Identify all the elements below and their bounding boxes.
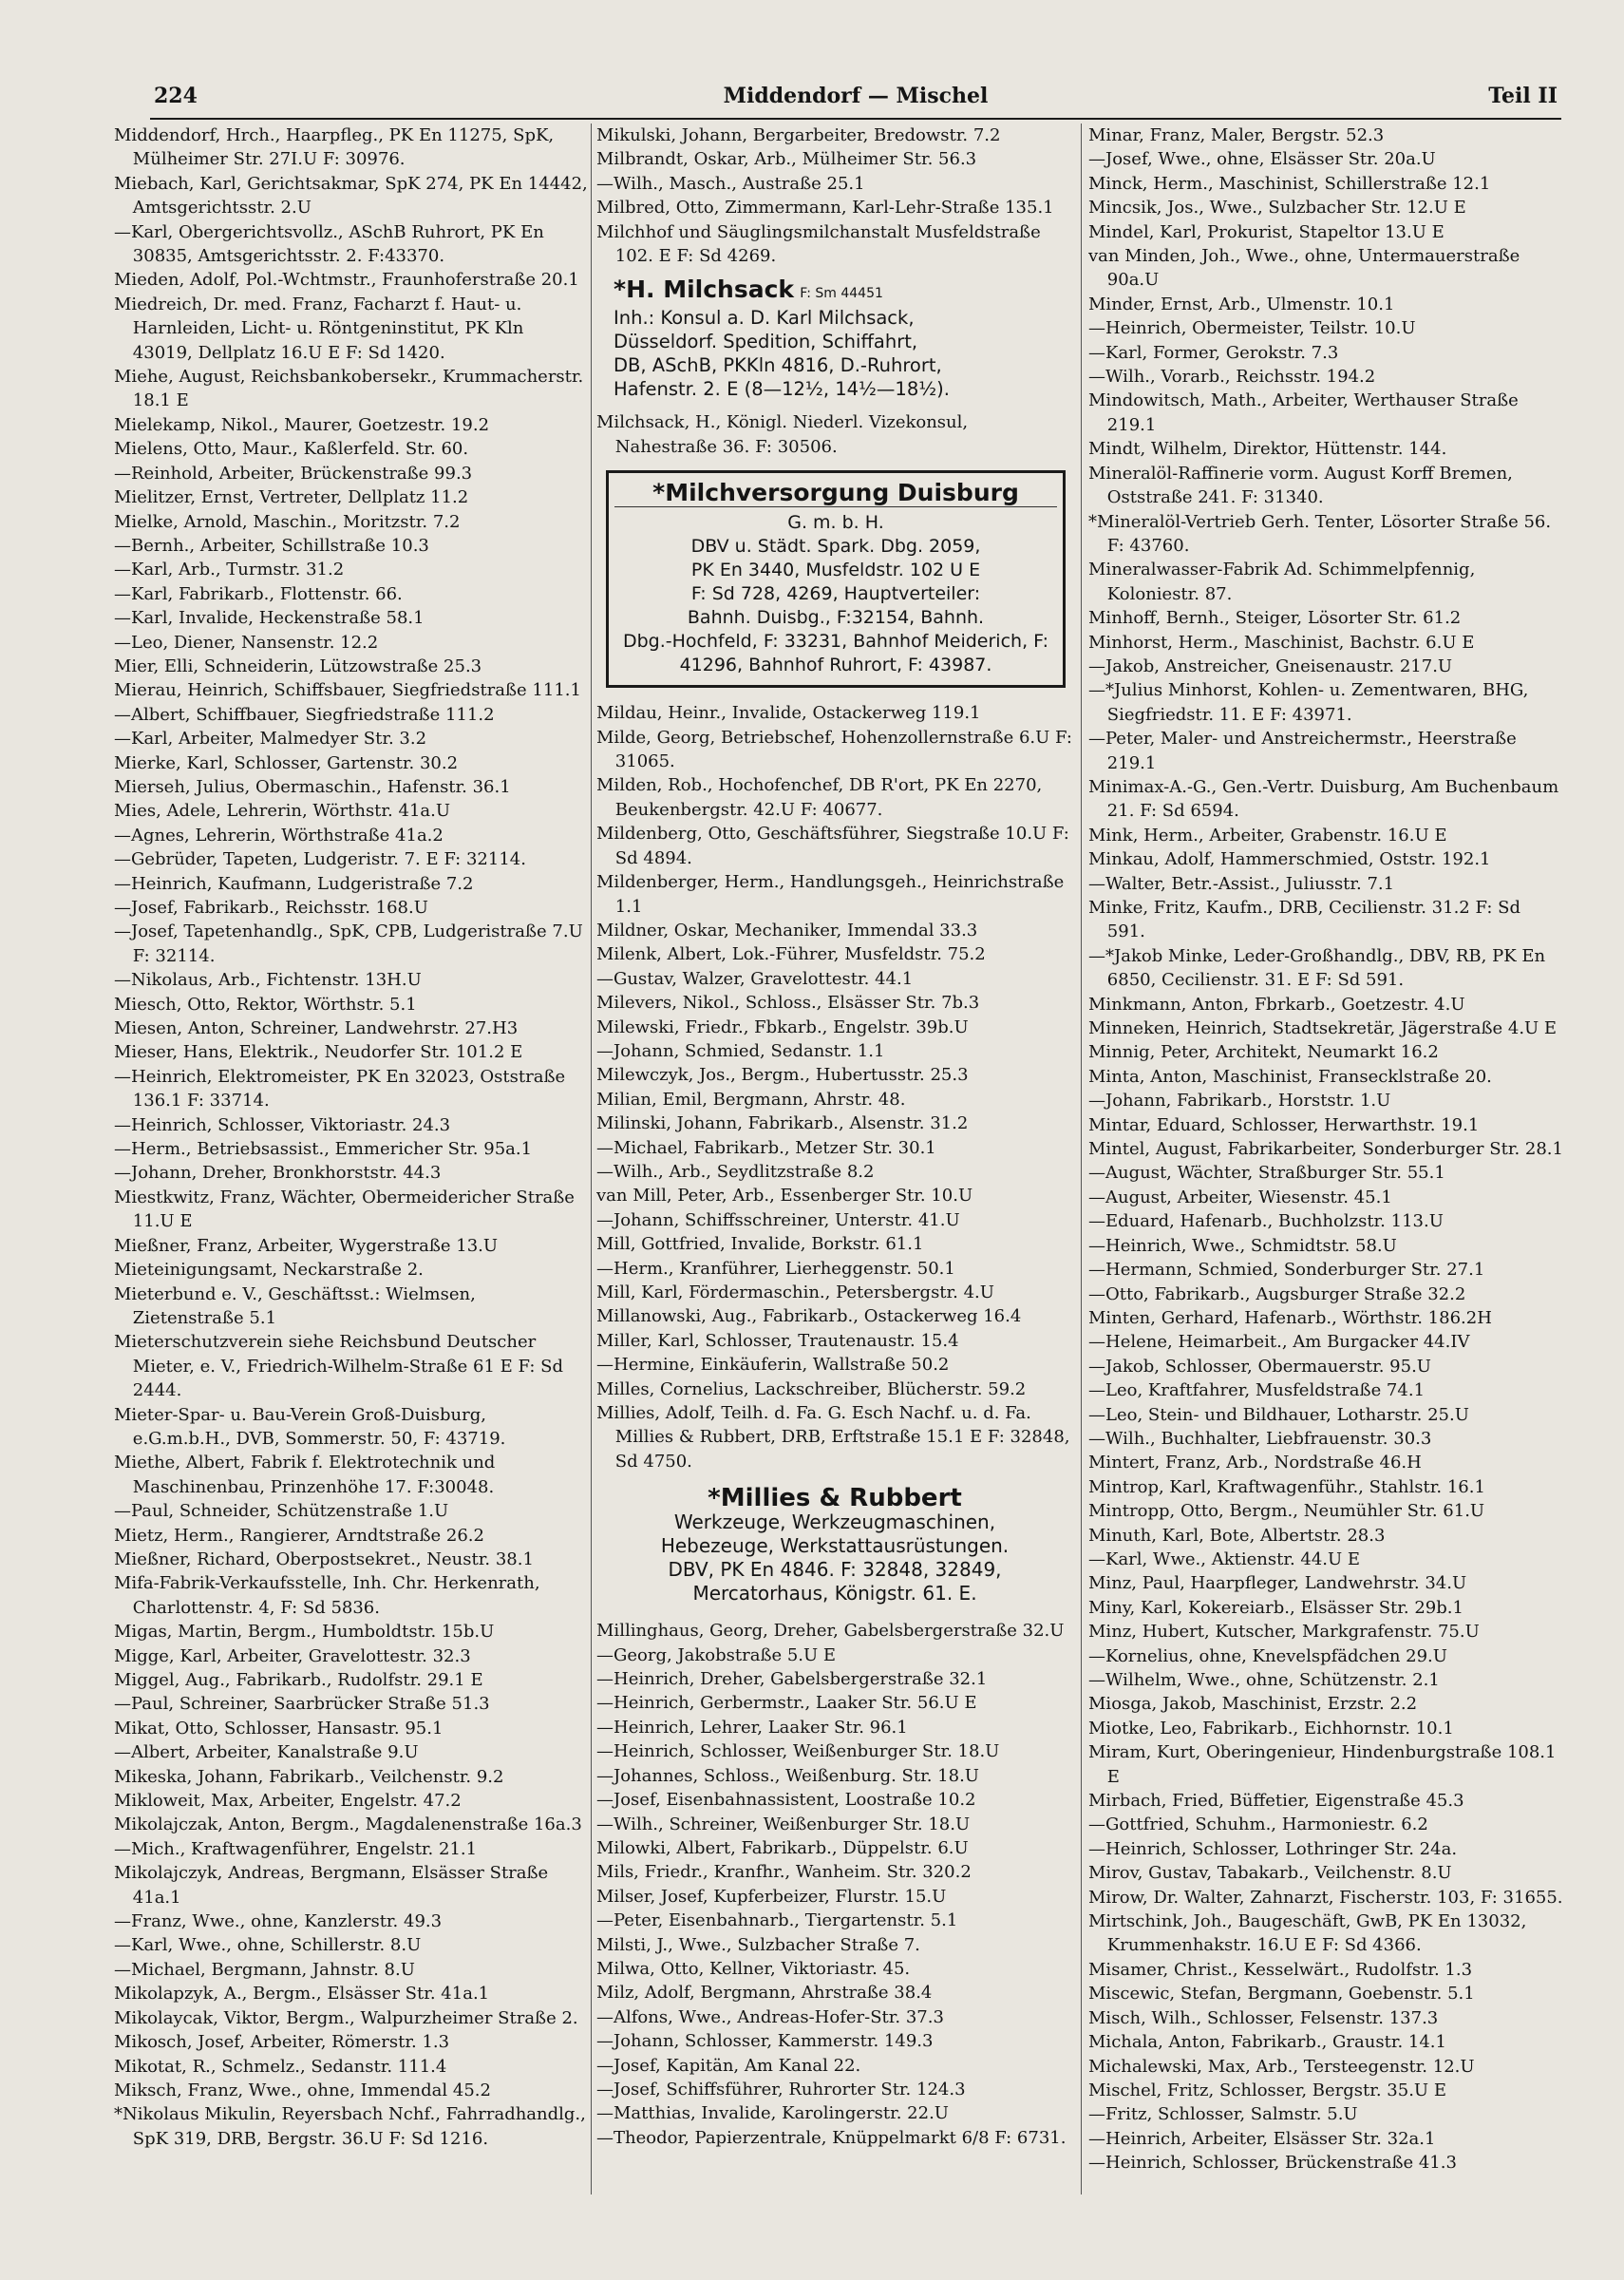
directory-entry: Mikat, Otto, Schlosser, Hansastr. 95.1: [114, 1718, 444, 1738]
directory-entry: Miotke, Leo, Fabrikarb., Eichhornstr. 10.1: [1088, 1718, 1454, 1738]
advert-line: Hebezeuge, Werkstattausrüstungen.: [660, 1534, 1010, 1558]
directory-entry: Mintert, Franz, Arb., Nordstraße 46.H: [1088, 1453, 1422, 1473]
directory-entry: Minneken, Heinrich, Stadtsekretär, Jägerstraße 4.U E: [1088, 1018, 1558, 1039]
directory-entry: Mischel, Fritz, Schlosser, Bergstr. 35.U E: [1088, 2080, 1446, 2100]
directory-entry: —Kornelius, ohne, Knevelspfädchen 29.U: [1088, 1645, 1447, 1666]
advert-millies-rubbert: [596, 1484, 1073, 1606]
directory-entry: Mildenberg, Otto, Geschäftsführer, Siegstraße 10.U F: Sd 4894.: [596, 824, 1069, 868]
column-1: [114, 124, 589, 2252]
directory-entry: Mirbach, Fried, Büffetier, Eigenstraße 45.3: [1088, 1791, 1464, 1812]
directory-entry: Misamer, Christ., Kesselwärt., Rudolfstr. 1.3: [1088, 1959, 1473, 1980]
directory-entry: Millies, Adolf, Teilh. d. Fa. G. Esch Nachf. u. d. Fa. Millies & Rubbert, DRB, Erftstraße 15.1 E F: 32848, Sd 4750.: [596, 1403, 1070, 1472]
directory-entry: Michala, Anton, Fabrikarb., Graustr. 14.1: [1088, 2032, 1446, 2053]
directory-entry: —Leo, Kraftfahrer, Musfeldstraße 74.1: [1088, 1380, 1426, 1401]
directory-entry: —Wilh., Arb., Seydlitzstraße 8.2: [596, 1161, 875, 1182]
directory-entry: —Mich., Kraftwagenführer, Engelstr. 21.1: [114, 1838, 478, 1859]
directory-entry: Minta, Anton, Maschinist, Fransecklstraße 20.: [1088, 1066, 1492, 1087]
directory-entry: Mindel, Karl, Prokurist, Stapeltor 13.U E: [1088, 221, 1445, 242]
directory-entry: Milz, Adolf, Bergmann, Ahrstraße 38.4: [596, 1983, 933, 2004]
directory-entry: —Heinrich, Obermeister, Teilstr. 10.U: [1088, 318, 1416, 339]
directory-entry: Milden, Rob., Hochofenchef, DB R'ort, PK En 2270, Beukenbergstr. 42.U F: 40677.: [596, 775, 1043, 820]
directory-entry: Minck, Herm., Maschinist, Schillerstraße 12.1: [1088, 173, 1491, 194]
directory-entry: —Fritz, Schlosser, Salmstr. 5.U: [1088, 2104, 1358, 2125]
directory-entry: Mieser, Hans, Elektrik., Neudorfer Str. 101.2 E: [114, 1042, 523, 1063]
advert-line: Düsseldorf. Spedition, Schiffahrt,: [614, 331, 918, 353]
directory-entry: Mineralwasser-Fabrik Ad. Schimmelpfennig, Koloniestr. 87.: [1088, 560, 1476, 604]
directory-entry: —Wilh., Buchhalter, Liebfrauenstr. 30.3: [1088, 1428, 1432, 1449]
directory-entry: Miesch, Otto, Rektor, Wörthstr. 5.1: [114, 994, 417, 1015]
directory-entry: —Wilh., Vorarb., Reichsstr. 194.2: [1088, 367, 1376, 388]
directory-entry: Mierke, Karl, Schlosser, Gartenstr. 30.2: [114, 752, 459, 773]
directory-entry: Minz, Hubert, Kutscher, Markgrafenstr. 75.U: [1088, 1622, 1480, 1643]
directory-entry: —Heinrich, Kaufmann, Ludgeristraße 7.2: [114, 873, 474, 894]
directory-entry: —Paul, Schreiner, Saarbrücker Straße 51.3: [114, 1694, 490, 1715]
directory-entry: Mintropp, Otto, Bergm., Neumühler Str. 61.U: [1088, 1501, 1485, 1522]
directory-entry: Minhoff, Bernh., Steiger, Lösorter Str. 61.2: [1088, 608, 1462, 629]
directory-entry: —Josef, Kapitän, Am Kanal 22.: [596, 2055, 861, 2076]
directory-entry: —Karl, Wwe., Aktienstr. 44.U E: [1088, 1548, 1361, 1569]
directory-entry: Miscewic, Stefan, Bergmann, Goebenstr. 5.1: [1088, 1984, 1475, 2004]
directory-entry: —Leo, Stein- und Bildhauer, Lotharstr. 25.U: [1088, 1404, 1469, 1425]
directory-entry: —Heinrich, Arbeiter, Elsässer Str. 32a.1: [1088, 2128, 1436, 2149]
column-divider: [591, 124, 592, 2194]
directory-entry: Milchsack, H., Königl. Niederl. Vizekonsul, Nahestraße 36. F: 30506.: [596, 412, 969, 457]
directory-entry: —Wilh., Masch., Austraße 25.1: [596, 173, 865, 194]
directory-entry: Mikloweit, Max, Arbeiter, Engelstr. 47.2: [114, 1791, 462, 1812]
directory-entry: Mießner, Richard, Oberpostsekret., Neustr. 38.1: [114, 1548, 534, 1569]
directory-entry: —Michael, Fabrikarb., Metzer Str. 30.1: [596, 1137, 936, 1158]
directory-entry: —*Julius Minhorst, Kohlen- u. Zementwaren, BHG, Siegfriedstr. 11. E F: 43971.: [1088, 680, 1529, 725]
directory-entry: —Leo, Diener, Nansenstr. 12.2: [114, 632, 379, 653]
directory-entry: —Herm., Kranführer, Lierheggenstr. 50.1: [596, 1258, 955, 1279]
directory-entry: Mirov, Gustav, Tabakarb., Veilchenstr. 8.U: [1088, 1863, 1452, 1884]
advert-line: DB, ASchB, PKKln 4816, D.-Ruhrort,: [614, 354, 942, 377]
directory-entry: —Albert, Arbeiter, Kanalstraße 9.U: [114, 1742, 419, 1763]
advert-line: Hafenstr. 2. E (8—12½, 14½—18½).: [614, 378, 950, 401]
advert-line: Dbg.-Hochfeld, F: 33231, Bahnhof Meiderich, F: 41296, Bahnhof Ruhrort, F: 43987.: [622, 631, 1049, 676]
directory-entry: —Heinrich, Schlosser, Weißenburger Str. 18.U: [596, 1741, 1000, 1762]
advert-line: Bahnh. Duisbg., F:32154, Bahnh.: [687, 607, 985, 629]
directory-entry: —Karl, Invalide, Heckenstraße 58.1: [114, 608, 425, 629]
directory-entry: Milwa, Otto, Kellner, Viktoriastr. 45.: [596, 1958, 911, 1979]
directory-entry: Minar, Franz, Maler, Bergstr. 52.3: [1088, 125, 1385, 145]
directory-entry: Miksch, Franz, Wwe., ohne, Immendal 45.2: [114, 2080, 491, 2100]
directory-entry: Mielke, Arnold, Maschin., Moritzstr. 7.2: [114, 511, 461, 532]
directory-entry: Milewski, Friedr., Fbkarb., Engelstr. 39b.U: [596, 1016, 969, 1037]
directory-entry: Mils, Friedr., Kranfhr., Wanheim. Str. 320.2: [596, 1862, 972, 1883]
directory-entry: —Johann, Schmied, Sedanstr. 1.1: [596, 1040, 885, 1061]
directory-entry: Miosga, Jakob, Maschinist, Erzstr. 2.2: [1088, 1694, 1418, 1715]
directory-entry: Mieterschutzverein siehe Reichsbund Deutscher Mieter, e. V., Friedrich-Wilhelm-Straße 61 E F: Sd 2444.: [114, 1332, 563, 1401]
advert-line: F: Sd 728, 4269, Hauptverteiler:: [690, 583, 981, 605]
directory-entry: —Karl, Fabrikarb., Flottenstr. 66.: [114, 583, 403, 604]
directory-entry: —Heinrich, Elektromeister, PK En 32023, Oststraße 136.1 F: 33714.: [114, 1066, 566, 1112]
directory-entry: —Eduard, Hafenarb., Buchholzstr. 113.U: [1088, 1211, 1444, 1232]
directory-entry: Mielitzer, Ernst, Vertreter, Dellplatz 11.2: [114, 487, 469, 508]
advert-line: PK En 3440, Musfeldstr. 102 U E: [690, 560, 981, 581]
directory-entry: —Gebrüder, Tapeten, Ludgeristr. 7. E F: 32114.: [114, 849, 526, 870]
directory-entry: Miram, Kurt, Oberingenieur, Hindenburgstraße 108.1 E: [1088, 1742, 1557, 1787]
directory-entry: —Gottfried, Schuhm., Harmoniestr. 6.2: [1088, 1814, 1428, 1835]
directory-entry: Milsti, J., Wwe., Sulzbacher Straße 7.: [596, 1934, 920, 1955]
column-divider: [1081, 124, 1082, 2194]
directory-entry: —Reinhold, Arbeiter, Brückenstraße 99.3: [114, 463, 473, 484]
advert-milchversorgung: [606, 470, 1066, 688]
directory-entry: —Karl, Obergerichtsvollz., ASchB Ruhrort, PK En 30835, Amtsgerichtsstr. 2. F:43370.: [114, 221, 544, 267]
directory-entry: —Franz, Wwe., ohne, Kanzlerstr. 49.3: [114, 1911, 443, 1932]
directory-entry: Mirtschink, Joh., Baugeschäft, GwB, PK En 13032, Krummenhakstr. 16.U E F: Sd 4366.: [1088, 1911, 1527, 1956]
directory-entry: —Heinrich, Schlosser, Lothringer Str. 24a.: [1088, 1838, 1458, 1859]
directory-entry: Miesen, Anton, Schreiner, Landwehrstr. 27.H3: [114, 1018, 519, 1039]
directory-entry: Millinghaus, Georg, Dreher, Gabelsbergerstraße 32.U: [596, 1621, 1065, 1642]
advert-line: G. m. b. H.: [787, 512, 884, 534]
directory-entry: —Heinrich, Wwe., Schmidtstr. 58.U: [1088, 1235, 1397, 1256]
advert-title: *H. Milchsack: [614, 276, 795, 304]
directory-entry: Mintel, August, Fabrikarbeiter, Sonderburger Str. 28.1: [1088, 1139, 1563, 1160]
directory-entry: Minke, Fritz, Kaufm., DRB, Cecilienstr. 31.2 F: Sd 591.: [1088, 898, 1520, 942]
advert-title: *Milchversorgung Duisburg: [614, 481, 1057, 507]
directory-entry: Milser, Josef, Kupferbeizer, Flurstr. 15.U: [596, 1886, 947, 1907]
directory-entry: Milenk, Albert, Lok.-Führer, Musfeldstr. 75.2: [596, 944, 986, 965]
directory-entry: Miny, Karl, Kokereiarb., Elsässer Str. 29b.1: [1088, 1597, 1463, 1618]
directory-entry: Mieter-Spar- u. Bau-Verein Groß-Duisburg, e.G.m.b.H., DVB, Sommerstr. 50, F: 43719.: [114, 1404, 506, 1449]
directory-entry: —Heinrich, Gerbermstr., Laaker Str. 56.U E: [596, 1693, 977, 1714]
directory-entry: Mineralöl-Raffinerie vorm. August Korff Bremen, Oststraße 241. F: 31340.: [1088, 463, 1513, 508]
column-2: [596, 124, 1073, 2252]
directory-entry: Mildenberger, Herm., Handlungsgeh., Heinrichstraße 1.1: [596, 872, 1065, 917]
directory-entry: —Josef, Tapetenhandlg., SpK, CPB, Ludgeristraße 7.U F: 32114.: [114, 922, 583, 966]
directory-entry: Mierau, Heinrich, Schiffsbauer, Siegfriedstraße 111.1: [114, 680, 581, 701]
directory-entry: Mildner, Oskar, Mechaniker, Immendal 33.3: [596, 920, 978, 940]
directory-entry: —Josef, Eisenbahnassistent, Loostraße 10.2: [596, 1790, 976, 1811]
directory-entry: Mier, Elli, Schneiderin, Lützowstraße 25.3: [114, 656, 482, 676]
directory-entry: Miggel, Aug., Fabrikarb., Rudolfstr. 29.1 E: [114, 1670, 483, 1690]
directory-entry: —Josef, Wwe., ohne, Elsässer Str. 20a.U: [1088, 149, 1436, 170]
advert-line: DBV, PK En 4846. F: 32848, 32849,: [668, 1558, 1002, 1582]
directory-entry: Milinski, Johann, Fabrikarb., Alsenstr. 31.2: [596, 1113, 969, 1134]
directory-entry: —Josef, Schiffsführer, Ruhrorter Str. 124.3: [596, 2079, 966, 2100]
directory-entry: Mikotat, R., Schmelz., Sedanstr. 111.4: [114, 2056, 447, 2077]
directory-entry: Mikulski, Johann, Bergarbeiter, Bredowstr. 7.2: [596, 125, 1001, 145]
directory-entry: —Agnes, Lehrerin, Wörthstraße 41a.2: [114, 825, 444, 846]
directory-entry: Millanowski, Aug., Fabrikarb., Ostackerweg 16.4: [596, 1306, 1022, 1327]
directory-entry: Mintar, Eduard, Schlosser, Herwarthstr. 19.1: [1088, 1114, 1480, 1135]
advert-line: Mercatorhaus, Königstr. 61. E.: [692, 1582, 977, 1606]
directory-entry: Milbrandt, Oskar, Arb., Mülheimer Str. 56.3: [596, 149, 977, 170]
directory-entry: van Mill, Peter, Arb., Essenberger Str. 10.U: [596, 1186, 973, 1206]
directory-entry: —Paul, Schneider, Schützenstraße 1.U: [114, 1501, 449, 1522]
directory-entry: —Michael, Bergmann, Jahnstr. 8.U: [114, 1959, 415, 1980]
directory-entry: —Alfons, Wwe., Andreas-Hofer-Str. 37.3: [596, 2006, 944, 2027]
directory-entry: Mildau, Heinr., Invalide, Ostackerweg 119.1: [596, 703, 981, 724]
directory-entry: —Nikolaus, Arb., Fichtenstr. 13H.U: [114, 970, 422, 991]
directory-entry: —Gustav, Walzer, Gravelottestr. 44.1: [596, 968, 914, 989]
directory-entry: Miller, Karl, Schlosser, Trautenaustr. 15.4: [596, 1330, 959, 1351]
advert-title: *Millies & Rubbert: [708, 1484, 962, 1513]
directory-entry: Mikolaycak, Viktor, Bergm., Walpurzheimer Straße 2.: [114, 2007, 578, 2028]
directory-entry: Minz, Paul, Haarpfleger, Landwehrstr. 34.U: [1088, 1573, 1467, 1594]
directory-entry: Minkau, Adolf, Hammerschmied, Oststr. 192.1: [1088, 849, 1491, 870]
directory-entry: —Johann, Schiffsschreiner, Unterstr. 41.U: [596, 1209, 960, 1230]
directory-entry: —Bernh., Arbeiter, Schillstraße 10.3: [114, 535, 429, 556]
directory-entry: Mikeska, Johann, Fabrikarb., Veilchenstr. 9.2: [114, 1766, 504, 1787]
directory-entry: Minten, Gerhard, Hafenarb., Wörthstr. 186.2H: [1088, 1307, 1492, 1328]
directory-entry: Michalewski, Max, Arb., Tersteegenstr. 12.U: [1088, 2056, 1475, 2077]
directory-entry: —Karl, Wwe., ohne, Schillerstr. 8.U: [114, 1935, 422, 1956]
directory-entry: Milde, Georg, Betriebschef, Hohenzollernstraße 6.U F: 31065.: [596, 727, 1072, 772]
page-range-title: Middendorf — Mischel: [723, 84, 989, 108]
page-part: Teil II: [1488, 84, 1558, 108]
directory-entry: —Karl, Arbeiter, Malmedyer Str. 3.2: [114, 729, 427, 750]
directory-entry: —Peter, Maler- und Anstreichermstr., Heerstraße 219.1: [1088, 729, 1517, 773]
directory-entry: Mirow, Dr. Walter, Zahnarzt, Fischerstr. 103, F: 31655.: [1088, 1887, 1563, 1908]
advert-line: Inh.: Konsul a. D. Karl Milchsack,: [614, 307, 915, 330]
directory-entry: —Matthias, Invalide, Karolingerstr. 22.U: [596, 2103, 949, 2124]
directory-entry: Mieterbund e. V., Geschäftsst.: Wielmsen, Zietenstraße 5.1: [114, 1283, 476, 1328]
directory-entry: Mintrop, Karl, Kraftwagenführ., Stahlstr. 16.1: [1088, 1476, 1485, 1497]
directory-entry: Mieden, Adolf, Pol.-Wchtmstr., Fraunhoferstraße 20.1: [114, 270, 579, 291]
directory-entry: van Minden, Joh., Wwe., ohne, Untermauerstraße 90a.U: [1088, 246, 1520, 291]
directory-entry: Middendorf, Hrch., Haarpfleg., PK En 11275, SpK, Mülheimer Str. 27I.U F: 30976.: [114, 125, 555, 170]
directory-entry: —Theodor, Papierzentrale, Knüppelmarkt 6/8 F: 6731.: [596, 2127, 1067, 2148]
directory-entry: Miedreich, Dr. med. Franz, Facharzt f. Haut- u. Harnleiden, Licht- u. Röntgeninstitut, PK Kln 43019, Dellplatz 16.U E F: Sd 1420.: [114, 294, 524, 363]
directory-entry: Miethe, Albert, Fabrik f. Elektrotechnik und Maschinenbau, Prinzenhöhe 17. F:30048.: [114, 1453, 496, 1497]
directory-entry: —Josef, Fabrikarb., Reichsstr. 168.U: [114, 898, 428, 918]
directory-entry: —Jakob, Schlosser, Obermauerstr. 95.U: [1088, 1356, 1431, 1377]
directory-entry: —Peter, Eisenbahnarb., Tiergartenstr. 5.1: [596, 1910, 958, 1931]
directory-entry: Mietz, Herm., Rangierer, Arndtstraße 26.2: [114, 1525, 484, 1546]
directory-entry: Mielekamp, Nikol., Maurer, Goetzestr. 19.2: [114, 414, 490, 435]
directory-entry: *Mineralöl-Vertrieb Gerh. Tenter, Lösorter Straße 56. F: 43760.: [1088, 511, 1552, 556]
directory-entry: Milewczyk, Jos., Bergm., Hubertusstr. 25.3: [596, 1065, 969, 1086]
advert-line: Werkzeuge, Werkzeugmaschinen,: [673, 1510, 996, 1534]
directory-entry: —Otto, Fabrikarb., Augsburger Straße 32.2: [1088, 1283, 1466, 1304]
directory-entry: Mikolapzyk, A., Bergm., Elsässer Str. 41a.1: [114, 1984, 490, 2004]
directory-entry: —Heinrich, Lehrer, Laaker Str. 96.1: [596, 1717, 908, 1738]
directory-entry: —Hermann, Schmied, Sonderburger Str. 27.1: [1088, 1260, 1485, 1281]
directory-entry: —Albert, Schiffbauer, Siegfriedstraße 111.2: [114, 704, 495, 725]
directory-entry: —Wilh., Schreiner, Weißenburger Str. 18.U: [596, 1814, 971, 1834]
directory-entry: Milian, Emil, Bergmann, Ahrstr. 48.: [596, 1089, 906, 1110]
page-number: 224: [154, 84, 198, 108]
directory-entry: Misch, Wilh., Schlosser, Felsenstr. 137.3: [1088, 2007, 1439, 2028]
directory-entry: —August, Wächter, Straßburger Str. 55.1: [1088, 1163, 1445, 1184]
directory-entry: *Nikolaus Mikulin, Reyersbach Nchf., Fahrradhandlg., SpK 319, DRB, Bergstr. 36.U F: Sd 1216.: [114, 2104, 586, 2149]
directory-entry: —Helene, Heimarbeit., Am Burgacker 44.IV: [1088, 1332, 1470, 1353]
directory-entry: Mikosch, Josef, Arbeiter, Römerstr. 1.3: [114, 2032, 450, 2053]
directory-entry: Minuth, Karl, Bote, Albertstr. 28.3: [1088, 1525, 1386, 1546]
directory-entry: —Heinrich, Schlosser, Brückenstraße 41.3: [1088, 2153, 1457, 2174]
directory-entry: —Wilhelm, Wwe., ohne, Schützenstr. 2.1: [1088, 1670, 1440, 1690]
directory-entry: Mierseh, Julius, Obermaschin., Hafenstr. 36.1: [114, 776, 511, 797]
directory-entry: Minder, Ernst, Arb., Ulmenstr. 10.1: [1088, 294, 1395, 314]
directory-entry: —Johann, Fabrikarb., Horststr. 1.U: [1088, 1091, 1391, 1112]
directory-entry: Mindt, Wilhelm, Direktor, Hüttenstr. 144.: [1088, 439, 1447, 460]
directory-entry: Minhorst, Herm., Maschinist, Bachstr. 6.U E: [1088, 632, 1475, 653]
directory-entry: —Heinrich, Dreher, Gabelsbergerstraße 32.1: [596, 1669, 988, 1690]
directory-entry: Mikolajczak, Anton, Bergm., Magdalenenstraße 16a.3: [114, 1814, 582, 1835]
directory-entry: Mink, Herm., Arbeiter, Grabenstr. 16.U E: [1088, 825, 1447, 846]
advert-phone: F: Sm 44451: [800, 286, 883, 302]
directory-entry: Mielens, Otto, Maur., Kaßlerfeld. Str. 60.: [114, 439, 469, 460]
directory-entry: Milbred, Otto, Zimmermann, Karl-Lehr-Straße 135.1: [596, 198, 1054, 218]
directory-entry: Milchhof und Säuglingsmilchanstalt Musfeldstraße 102. E F: Sd 4269.: [596, 221, 1041, 267]
directory-entry: —Karl, Arb., Turmstr. 31.2: [114, 560, 345, 580]
directory-entry: Milevers, Nikol., Schloss., Elsässer Str. 7b.3: [596, 993, 980, 1014]
directory-entry: Milles, Cornelius, Lackschreiber, Blücherstr. 59.2: [596, 1378, 1027, 1399]
directory-entry: —Heinrich, Schlosser, Viktoriastr. 24.3: [114, 1114, 451, 1135]
directory-entry: —Herm., Betriebsassist., Emmericher Str. 95a.1: [114, 1139, 533, 1160]
directory-entry: —Hermine, Einkäuferin, Wallstraße 50.2: [596, 1355, 950, 1376]
advert-milchsack: [614, 277, 1073, 401]
advert-line: DBV u. Städt. Spark. Dbg. 2059,: [690, 536, 981, 558]
directory-entry: Mieteinigungsamt, Neckarstraße 2.: [114, 1260, 424, 1281]
directory-entry: Mill, Karl, Fördermaschin., Petersbergstr. 4.U: [596, 1282, 994, 1302]
directory-entry: Mifa-Fabrik-Verkaufsstelle, Inh. Chr. Herkenrath, Charlottenstr. 4, F: Sd 5836.: [114, 1573, 540, 1618]
directory-entry: —August, Arbeiter, Wiesenstr. 45.1: [1088, 1187, 1392, 1207]
directory-entry: —*Jakob Minke, Leder-Großhandlg., DBV, RB, PK En 6850, Cecilienstr. 31. E F: Sd 591.: [1088, 945, 1546, 991]
directory-entry: Miehe, August, Reichsbankobersekr., Krummacherstr. 18.1 E: [114, 367, 584, 411]
directory-entry: Minkmann, Anton, Fbrkarb., Goetzestr. 4.U: [1088, 994, 1465, 1015]
directory-entry: —Johann, Schlosser, Kammerstr. 149.3: [596, 2031, 934, 2052]
directory-entry: Migge, Karl, Arbeiter, Gravelottestr. 32.3: [114, 1645, 471, 1666]
directory-entry: —Georg, Jakobstraße 5.U E: [596, 1644, 837, 1665]
directory-entry: Minnig, Peter, Architekt, Neumarkt 16.2: [1088, 1042, 1439, 1063]
directory-entry: —Karl, Former, Gerokstr. 7.3: [1088, 342, 1339, 363]
directory-entry: —Walter, Betr.-Assist., Juliusstr. 7.1: [1088, 873, 1395, 894]
directory-entry: —Johannes, Schloss., Weißenburg. Str. 18.U: [596, 1765, 979, 1786]
directory-entry: —Jakob, Anstreicher, Gneisenaustr. 217.U: [1088, 656, 1453, 676]
directory-entry: Miebach, Karl, Gerichtsakmar, SpK 274, PK En 14442, Amtsgerichtsstr. 2.U: [114, 173, 588, 218]
directory-entry: Mindowitsch, Math., Arbeiter, Werthauser Straße 219.1: [1088, 390, 1519, 435]
directory-entry: Milowki, Albert, Fabrikarb., Düppelstr. 6.U: [596, 1837, 969, 1858]
directory-entry: Mießner, Franz, Arbeiter, Wygerstraße 13.U: [114, 1235, 499, 1256]
directory-entry: Mincsik, Jos., Wwe., Sulzbacher Str. 12.U E: [1088, 198, 1466, 218]
directory-entry: Miestkwitz, Franz, Wächter, Obermeidericher Straße 11.U E: [114, 1187, 575, 1232]
column-3: [1088, 124, 1563, 2252]
page-header: [150, 80, 1561, 120]
directory-entry: Mill, Gottfried, Invalide, Borkstr. 61.1: [596, 1234, 924, 1255]
directory-entry: Mies, Adele, Lehrerin, Wörthstr. 41a.U: [114, 801, 451, 822]
directory-entry: Minimax-A.-G., Gen.-Vertr. Duisburg, Am Buchenbaum 21. F: Sd 6594.: [1088, 776, 1559, 822]
directory-entry: Migas, Martin, Bergm., Humboldtstr. 15b.U: [114, 1622, 495, 1643]
directory-entry: Mikolajczyk, Andreas, Bergmann, Elsässer Straße 41a.1: [114, 1863, 549, 1908]
directory-entry: —Johann, Dreher, Bronkhorststr. 44.3: [114, 1163, 442, 1184]
